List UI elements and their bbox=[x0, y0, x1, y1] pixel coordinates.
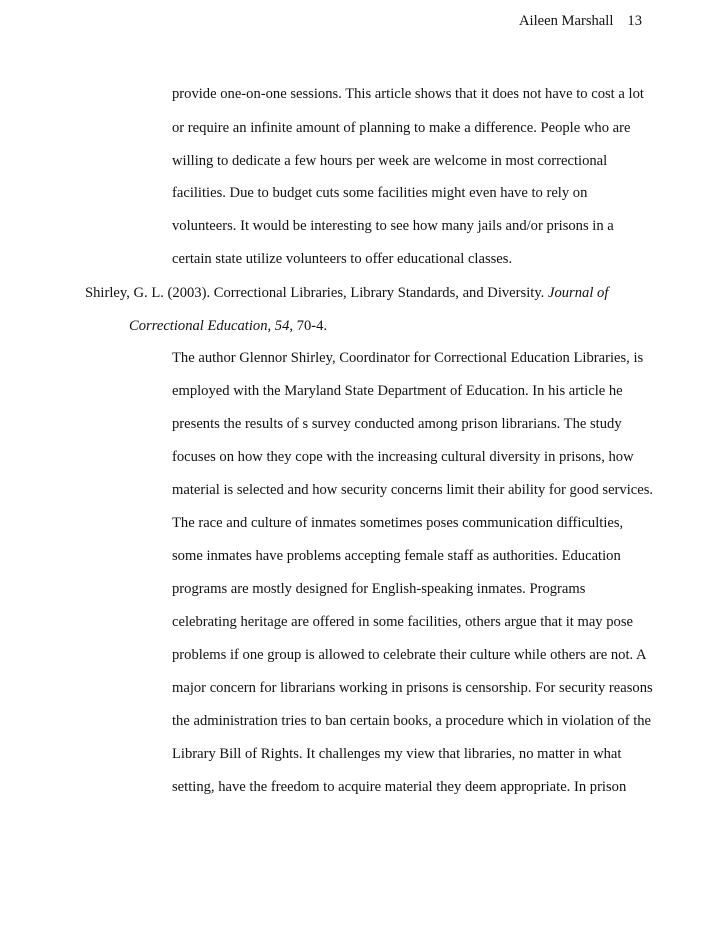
annotation-1-line: volunteers. It would be interesting to see how many jails and/or prisons in a bbox=[172, 218, 614, 234]
running-head bbox=[519, 11, 642, 31]
page-number: 13 bbox=[627, 13, 642, 29]
annotation-2-line: material is selected and how security concerns limit their ability for good services. bbox=[172, 482, 654, 498]
annotation-1-line: or require an infinite amount of planning to make a difference. People who are bbox=[172, 120, 631, 136]
annotation-2-line: The race and culture of inmates sometimes poses communication difficulties, bbox=[172, 515, 624, 531]
reference-citation: Shirley, G. L. (2003). Correctional Libraries, Library Standards, and Diversity. bbox=[85, 285, 548, 301]
annotation-2-line: problems if one group is allowed to celebrate their culture while others are not. A bbox=[172, 647, 647, 663]
annotation-2-line: celebrating heritage are offered in some facilities, others argue that it may pose bbox=[172, 614, 634, 630]
annotation-2-line: setting, have the freedom to acquire material they deem appropriate. In prison bbox=[172, 779, 627, 795]
journal-title-part-2: Correctional Education, 54 bbox=[129, 318, 290, 334]
volume-separator: , bbox=[289, 318, 297, 334]
reference-line-2 bbox=[129, 316, 327, 336]
annotation-2-line: The author Glennor Shirley, Coordinator for Correctional Education Libraries, is bbox=[172, 350, 644, 366]
annotation-2-line: some inmates have problems accepting female staff as authorities. Education bbox=[172, 548, 621, 564]
reference-pages: 70-4. bbox=[296, 318, 328, 334]
annotation-1-line: willing to dedicate a few hours per week are welcome in most correctional bbox=[172, 153, 608, 169]
annotation-2-line: presents the results of s survey conducted among prison librarians. The study bbox=[172, 416, 622, 432]
annotation-2-line: Library Bill of Rights. It challenges my view that libraries, no matter in what bbox=[172, 746, 622, 762]
annotation-2-line: the administration tries to ban certain books, a procedure which in violation of the bbox=[172, 713, 652, 729]
reference-line-1 bbox=[85, 283, 608, 303]
annotation-1-line: facilities. Due to budget cuts some facilities might even have to rely on bbox=[172, 185, 588, 201]
annotation-2-line: programs are mostly designed for English-speaking inmates. Programs bbox=[172, 581, 586, 597]
journal-title-part-1: Journal of bbox=[547, 285, 609, 301]
annotation-2-line: major concern for librarians working in prisons is censorship. For security reasons bbox=[172, 680, 653, 696]
header-author: Aileen Marshall bbox=[518, 13, 614, 29]
annotation-1-line: certain state utilize volunteers to offer educational classes. bbox=[172, 251, 513, 267]
annotation-1-line: provide one-on-one sessions. This article shows that it does not have to cost a lot bbox=[172, 86, 644, 102]
annotation-2-line: employed with the Maryland State Department of Education. In his article he bbox=[172, 383, 623, 399]
annotation-2-line: focuses on how they cope with the increasing cultural diversity in prisons, how bbox=[172, 449, 634, 465]
